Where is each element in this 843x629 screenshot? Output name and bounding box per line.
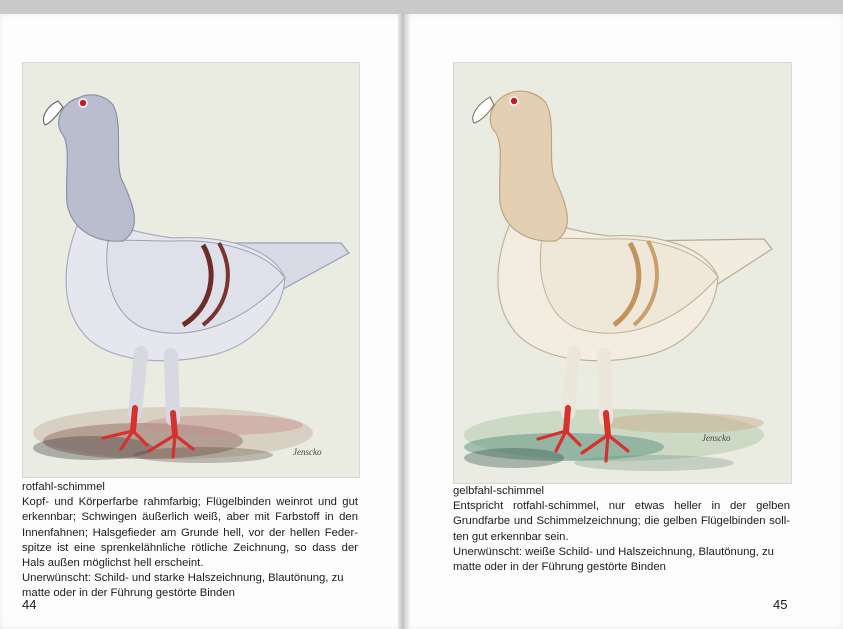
pigeon-neck <box>59 95 135 241</box>
page-number-right: 45 <box>773 597 788 612</box>
pigeon-illustration-right <box>453 62 792 484</box>
breed-unwanted-right: Unerwünscht: weiße Schild- und Halszeichnung, Blautönung, zu matte oder in der Führung gestörte Binden <box>453 545 774 574</box>
pigeon-thighs-right <box>568 353 606 419</box>
page-number-left: 44 <box>22 597 37 612</box>
pigeon-eye-right <box>510 97 518 105</box>
caption-left <box>22 480 358 602</box>
book-gutter <box>398 14 410 629</box>
pigeon-eye <box>79 99 87 107</box>
pigeon-gelbfahl-schimmel-painting <box>454 63 791 483</box>
breed-title-right: gelbfahl-schimmel <box>453 485 545 497</box>
breed-description-left: Kopf- und Körperfarbe rahmfarbig; Flügelbinden weinrot und gut erkennbar; Schwingen äußerlich weiß, aber mit Farbstoff in den Innenfahnen; Halsgefieder am Grunde hell, vor der hellen Feder-spitze ist eine sprenkelähnliche rötliche Zeichnung, so dass der Hals außen möglichst hell erscheint. <box>22 496 358 570</box>
pigeon-illustration-left <box>22 62 360 478</box>
breed-unwanted-left: Unerwünscht: Schild- und starke Halszeichnung, Blautönung, zu matte oder in der Führung gestörte Binden <box>22 572 344 600</box>
caption-right <box>453 484 790 575</box>
artist-signature-left: Jenscko <box>293 447 322 457</box>
pigeon-rotfahl-schimmel-painting <box>23 63 359 477</box>
pigeon-neck-right <box>490 91 567 241</box>
artist-signature-right: Jenscko <box>702 433 731 443</box>
breed-description-right: Entspricht rotfahl-schimmel, nur etwas heller in der gelben Grundfarbe und Schimmelzeichnung; die gelben Flügelbinden soll-ten gut erkennbar sein. <box>453 500 790 543</box>
breed-title-left: rotfahl-schimmel <box>22 481 105 493</box>
